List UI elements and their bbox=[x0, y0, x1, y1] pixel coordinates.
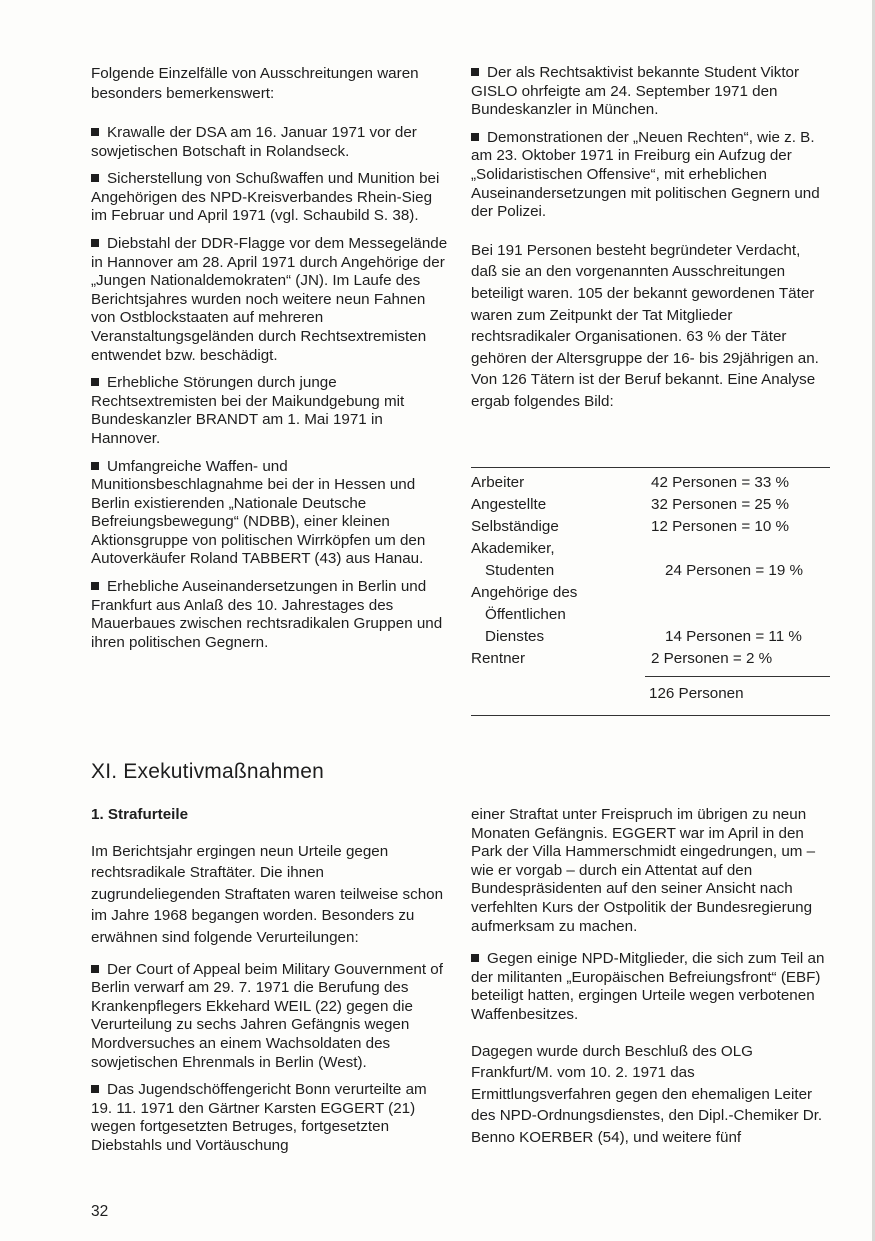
table-cell-category: Angestellte bbox=[471, 496, 547, 513]
table-cell-value: 42 Personen = 33 % bbox=[651, 474, 790, 491]
intro-text: Folgende Einzelfälle von Ausschreitungen waren besonders bemerkenswert: bbox=[91, 65, 419, 102]
bullet-square-icon bbox=[91, 582, 99, 590]
section-heading: XI. Exekutivmaßnahmen bbox=[91, 760, 324, 783]
list-item bbox=[471, 64, 830, 120]
table-total: 126 Personen bbox=[645, 676, 830, 715]
occupation-table-body bbox=[471, 468, 830, 670]
table-row bbox=[471, 494, 830, 516]
list-item-text: Erhebliche Störungen durch junge Rechtsextremisten bei der Maikundgebung mit Bundeskanzler BRANDT am 1. Mai 1971 in Hannover. bbox=[91, 374, 405, 447]
table-row bbox=[471, 538, 830, 560]
left-column-bottom bbox=[91, 806, 449, 1165]
list-item bbox=[91, 374, 449, 448]
list-item-text: Das Jugendschöffengericht Bonn verurteilte am 19. 11. 1971 den Gärtner Karsten EGGERT (21) wegen fortgesetzten Betruges, fortgesetzten Diebstahls und Vortäuschung bbox=[91, 1081, 427, 1154]
list-item-text: Demonstrationen der „Neuen Rechten“, wie z. B. am 23. Oktober 1971 in Freiburg ein Aufzug der „Solidaristischen Offensive“, mit erheblichen Auseinandersetzungen mit politischen Gegnern und der Polizei. bbox=[471, 128, 820, 221]
list-item bbox=[91, 235, 449, 365]
table-cell-value bbox=[651, 538, 830, 560]
bullet-square-icon bbox=[91, 378, 99, 386]
table-cell-value: 32 Personen = 25 % bbox=[651, 496, 790, 513]
table-cell-category: Angehörige des bbox=[471, 584, 578, 601]
list-item-text: Der als Rechtsaktivist bekannte Student Viktor GISLO ohrfeigte am 24. September 1971 den Bundeskanzler in München. bbox=[471, 64, 800, 119]
list-item bbox=[471, 950, 830, 1024]
list-item bbox=[91, 170, 449, 226]
subsection-heading: 1. Strafurteile bbox=[91, 806, 189, 823]
table-cell-value: 2 Personen = 2 % bbox=[651, 650, 773, 667]
analysis-paragraph: Bei 191 Personen besteht begründeter Verdacht, daß sie an den vorgenannten Ausschreitungen beteiligt waren. 105 der bekannt gewordenen Täter waren zum Zeitpunkt der Tat Mitglieder rechtsradikaler Organisationen. 63 % der Täter gehören der Altersgruppe der 16- bis 29jährigen an. Von 126 Tätern ist der Beruf bekannt. Eine Analyse ergab folgendes Bild: bbox=[471, 241, 819, 410]
table-cell-value bbox=[651, 582, 830, 604]
list-item-text: Der Court of Appeal beim Military Gouvernment of Berlin verwarf am 29. 7. 1971 die Berufung des Krankenpflegers Ekkehard WEIL (22) gegen die Verurteilung zu sechs Jahren Gefängnis wegen Mordversuches an einem Wachsoldaten des sowjetischen Ehrenmals in Berlin (West). bbox=[91, 960, 443, 1071]
list-item bbox=[471, 129, 830, 222]
list-item bbox=[91, 961, 449, 1073]
bullet-square-icon bbox=[471, 133, 479, 141]
table-row bbox=[471, 582, 830, 604]
table-row bbox=[471, 516, 830, 538]
list-item bbox=[91, 578, 449, 652]
list-item-text: Erhebliche Auseinandersetzungen in Berlin und Frankfurt aus Anlaß des 10. Jahrestages des Mauerbaues zwischen rechtsradikalen Gruppen und ihren politischen Gegnern. bbox=[91, 578, 443, 651]
list-item-text: Diebstahl der DDR-Flagge vor dem Messegelände in Hannover am 28. April 1971 durch Angehörige der „Jungen Nationaldemokraten“ (JN). Im Laufe des Berichtsjahres wurden noch weitere neun Fahnen von Ostblockstaaten auf mehreren Veranstaltungsgeländen durch Rechtsextremisten entwendet bzw. beschädigt. bbox=[91, 234, 448, 364]
bullet-square-icon bbox=[91, 174, 99, 182]
list-item-text: Krawalle der DSA am 16. Januar 1971 vor der sowjetischen Botschaft in Rolandseck. bbox=[91, 124, 417, 160]
bullet-square-icon bbox=[91, 239, 99, 247]
table-cell-category: Studenten bbox=[485, 562, 555, 579]
table-cell-value: 14 Personen = 11 % bbox=[665, 628, 802, 645]
table-cell-category: Akademiker, bbox=[471, 540, 555, 557]
list-item bbox=[91, 124, 449, 161]
bullet-square-icon bbox=[91, 462, 99, 470]
table-row bbox=[471, 604, 830, 626]
table-cell-category: Selbständige bbox=[471, 518, 559, 535]
table-row bbox=[471, 560, 830, 582]
list-item-text: Sicherstellung von Schußwaffen und Munition bei Angehörigen des NPD-Kreisverbandes Rhein-Sieg im Februar und April 1971 (vgl. Schaubild S. 38). bbox=[91, 170, 440, 225]
table-cell-category: Dienstes bbox=[485, 628, 545, 645]
body-paragraph: Im Berichtsjahr ergingen neun Urteile gegen rechtsradikale Straftäter. Die ihnen zugrundeliegenden Straftaten waren teilweise schon im Jahre 1968 begangen worden. Besonders zu erwähnen sind folgende Verurteilungen: bbox=[91, 842, 444, 946]
list-item bbox=[91, 1081, 449, 1155]
table-cell-category: Öffentlichen bbox=[485, 606, 566, 623]
bullet-square-icon bbox=[91, 965, 99, 973]
right-column-bottom bbox=[471, 806, 830, 1158]
table-cell-value: 12 Personen = 10 % bbox=[651, 518, 790, 535]
list-item-text: Umfangreiche Waffen- und Munitionsbeschlagnahme bei der in Hessen und Berlin existierenden „Nationale Deutsche Befreiungsbewegung“ (NDBB), einer kleinen Aktionsgruppe von politischen Wirrköpfen um den Autoverkäufer Roland TABBERT (43) aus Hanau. bbox=[91, 457, 426, 568]
table-row bbox=[471, 648, 830, 670]
table-cell-value: 24 Personen = 19 % bbox=[665, 562, 804, 579]
continuation-paragraph: einer Straftat unter Freispruch im übrigen zu neun Monaten Gefängnis. EGGERT war im April in den Park der Villa Hammerschmidt eingedrungen, um – wie er vorgab – durch ein Attentat auf den Bundespräsidenten auf den seiner Ansicht nach verfehlten Kurs der Ostpolitik der Bundesregierung aufmerksam zu machen. bbox=[471, 806, 816, 935]
bullet-square-icon bbox=[471, 954, 479, 962]
table-cell-value bbox=[665, 604, 830, 626]
bullet-square-icon bbox=[91, 128, 99, 136]
left-column-top bbox=[91, 64, 449, 661]
table-cell-category: Rentner bbox=[471, 650, 526, 667]
bullet-square-icon bbox=[91, 1085, 99, 1093]
table-row bbox=[471, 472, 830, 494]
table-row bbox=[471, 626, 830, 648]
page-number: 32 bbox=[91, 1203, 109, 1220]
right-column-top bbox=[471, 64, 830, 422]
list-item-text: Gegen einige NPD-Mitglieder, die sich zum Teil an der militanten „Europäischen Befreiungsfront“ (EBF) beteiligt hatten, ergingen Urteile wegen verbotenen Waffenbesitzes. bbox=[471, 950, 825, 1023]
body-paragraph: Dagegen wurde durch Beschluß des OLG Frankfurt/M. vom 10. 2. 1971 das Ermittlungsverfahren gegen den ehemaligen Leiter des NPD-Ordnungsdienstes, den Dipl.-Chemiker Dr. Benno KOERBER (54), und weitere fünf bbox=[471, 1042, 823, 1146]
list-item bbox=[91, 458, 449, 570]
occupation-table bbox=[471, 467, 830, 716]
bullet-square-icon bbox=[471, 68, 479, 76]
table-cell-category: Arbeiter bbox=[471, 474, 525, 491]
